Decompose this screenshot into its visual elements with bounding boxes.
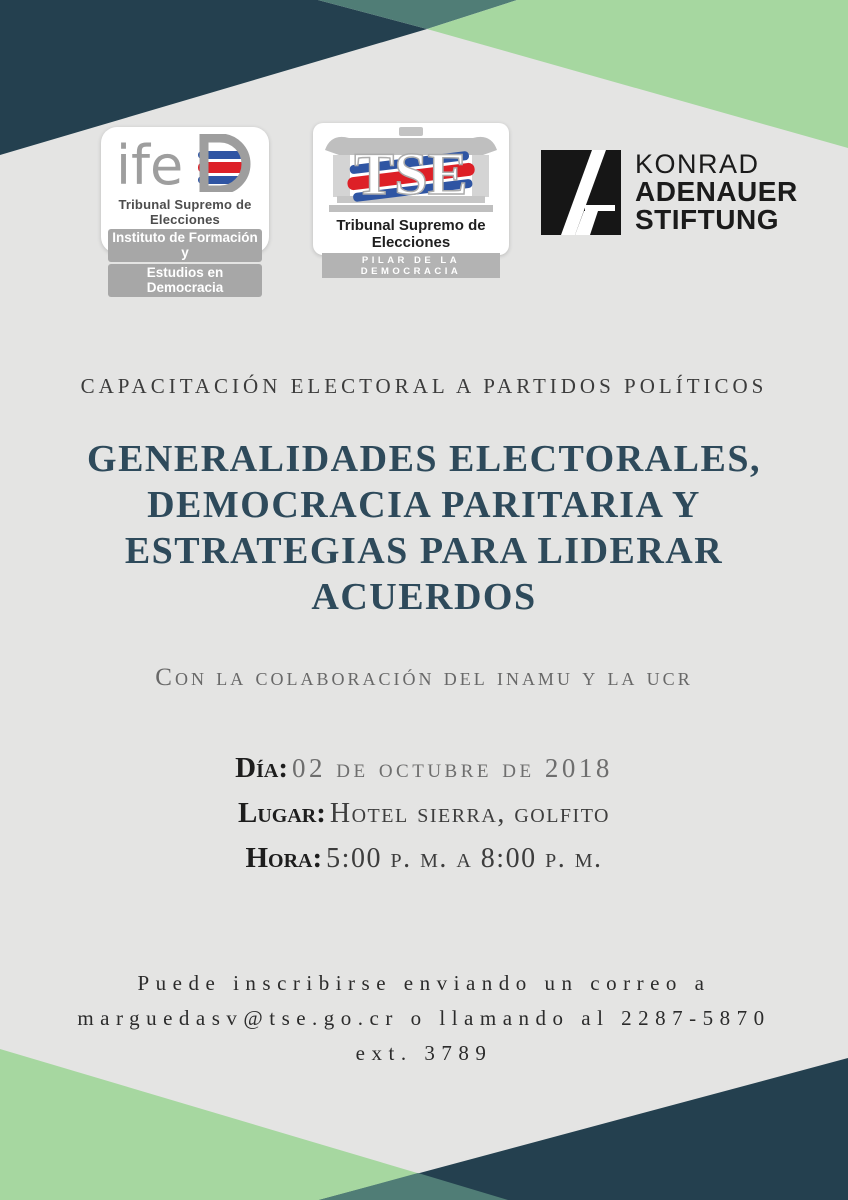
- ifed-d-flag-icon: [198, 138, 248, 190]
- ifed-subtitle: Tribunal Supremo de Elecciones: [118, 197, 252, 227]
- tse-logo: [313, 123, 509, 277]
- ifed-institute-bar-1: Instituto de Formación y: [108, 229, 262, 262]
- kas-line-stiftung: STIFTUNG: [635, 204, 779, 235]
- kas-logo: [541, 150, 798, 235]
- tse-temple-icon: [321, 126, 501, 214]
- title-line-2: DEMOCRACIA PARITARIA Y: [147, 484, 701, 526]
- contact-line-2: marguedasv@tse.go.cr o llamando al 2287-5870: [77, 1006, 771, 1030]
- kas-logo-mark-icon: [541, 150, 621, 235]
- lugar-value: Hotel sierra, golfito: [329, 798, 610, 829]
- hora-value: 5:00 p. m. a 8:00 p. m.: [326, 843, 603, 874]
- detail-row-lugar: [0, 793, 848, 838]
- hora-label: Hora:: [245, 842, 323, 874]
- title-line-3: ESTRATEGIAS PARA LIDERAR: [124, 530, 724, 572]
- collaboration-line: Con la colaboración del inamu y la ucr: [155, 664, 693, 691]
- title-line-4: ACUERDOS: [311, 576, 537, 618]
- lugar-label: Lugar:: [237, 797, 326, 829]
- ifed-logo: [101, 127, 269, 295]
- kicker-line: CAPACITACIÓN ELECTORAL A PARTIDOS POLÍTICOS: [80, 374, 768, 398]
- detail-row-dia: [0, 748, 848, 793]
- ifed-wordmark-text: ife: [116, 134, 184, 192]
- dia-label: Día:: [235, 752, 288, 784]
- ifed-institute-bar-2: Estudios en Democracia: [108, 264, 262, 297]
- kas-line-konrad: KONRAD: [635, 149, 760, 179]
- kas-line-adenauer: ADENAUER: [635, 176, 798, 207]
- ifed-wordmark-icon: [114, 134, 256, 192]
- detail-row-hora: [0, 838, 848, 883]
- title-line-1: GENERALIDADES ELECTORALES,: [87, 438, 761, 480]
- tse-subtitle: Tribunal Supremo de Elecciones: [336, 217, 486, 251]
- tse-letters: TSE: [354, 141, 468, 207]
- dia-value: 02 de octubre de 2018: [292, 753, 613, 783]
- kas-logo-text: [635, 150, 798, 235]
- event-title: [0, 436, 848, 620]
- registration-info: [0, 966, 848, 1071]
- contact-line-3: ext. 3789: [355, 1041, 493, 1065]
- tse-banner: PILAR DE LA DEMOCRACIA: [322, 253, 500, 278]
- event-details: [0, 748, 848, 883]
- contact-line-1: Puede inscribirse enviando un correo a: [137, 971, 711, 995]
